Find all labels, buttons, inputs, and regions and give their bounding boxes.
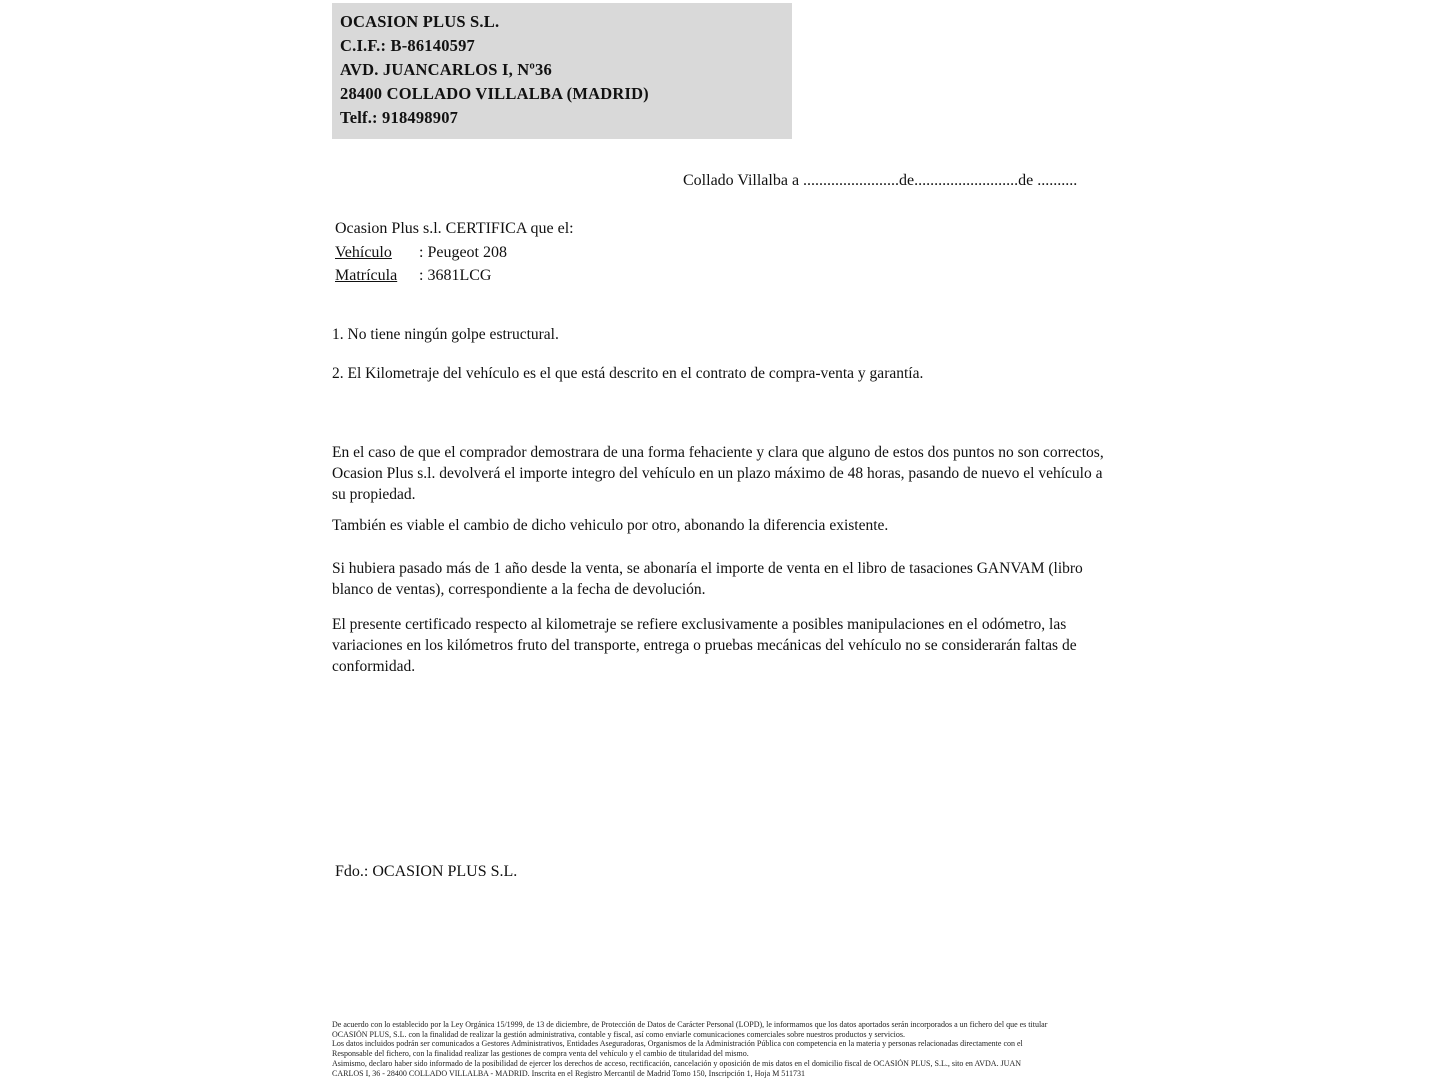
paragraph-odometer: El presente certificado respecto al kilometraje se refiere exclusivamente a posibles manipulaciones en el odómetro, las variaciones en los kilómetros fruto del transporte, entrega o pruebas mecánicas del vehículo no se considerarán faltas de conformidad. [332,616,1077,675]
company-address: AVD. JUANCARLOS I, Nº36 [340,60,552,79]
legal-footer-line: Los datos incluidos podrán ser comunicados a Gestores Administrativos, Entidades Aseguradoras, Organismos de la Administración Pública con competencia en la materia y personas relacionadas directamente con el [332,1039,1023,1049]
plate-row [335,264,574,288]
date-line: Collado Villalba a ........................de..........................de .......... [683,172,1078,189]
legal-footer-line: OCASIÓN PLUS, S.L. con la finalidad de realizar la gestión administrativa, contable y fiscal, así como enviarle comunicaciones comerciales sobre nuestros productos y servicios. [332,1029,905,1039]
paragraph-refund: En el caso de que el comprador demostrara de una forma fehaciente y clara que alguno de estos dos puntos no son correctos, Ocasion Plus s.l. devolverá el importe integro del vehículo en un plazo máximo de 48 horas, pasando de nuevo el vehículo a su propiedad. [332,444,1104,503]
company-phone: Telf.: 918498907 [340,108,459,127]
vehicle-label: Vehículo [335,243,392,261]
company-name: OCASION PLUS S.L. [340,12,500,31]
point-2: 2. El Kilometraje del vehículo es el que está descrito en el contrato de compra-venta y garantía. [332,365,924,382]
company-cif: C.I.F.: B-86140597 [340,36,475,55]
legal-footer-line: Responsable del fichero, con la finalidad realizar las gestiones de compra venta del vehículo y el cambio de titularidad del mismo. [332,1049,749,1059]
plate-value: : 3681LCG [419,267,492,284]
legal-footer [332,1020,1122,1078]
paragraph-exchange: También es viable el cambio de dicho vehiculo por otro, abonando la diferencia existente. [332,517,889,534]
legal-footer-line: CARLOS I, 36 - 28400 COLLADO VILLALBA - MADRID. Inscrita en el Registro Mercantil de Madrid Tomo 150, Inscripción 1, Hoja M 511731 [332,1068,806,1078]
legal-footer-line: Asimismo, declaro haber sido informado de la posibilidad de ejercer los derechos de acceso, rectificación, cancelación y oposición de mis datos en el domicilio fiscal de OCASIÓN PLUS, S.L., sito en AVDA. JUAN [332,1058,1022,1068]
company-city: 28400 COLLADO VILLALBA (MADRID) [340,84,649,103]
point-1: 1. No tiene ningún golpe estructural. [332,326,559,343]
company-header-block [332,3,792,139]
signature-line: Fdo.: OCASION PLUS S.L. [335,863,518,880]
legal-footer-line: De acuerdo con lo establecido por la Ley Orgánica 15/1999, de 13 de diciembre, de Protección de Datos de Carácter Personal (LOPD), le informamos que los datos aportados serán incorporados a un fichero del que es titular [332,1020,1048,1029]
vehicle-value: : Peugeot 208 [419,243,507,261]
plate-label: Matrícula [335,267,398,284]
certification-intro: Ocasion Plus s.l. CERTIFICA que el: [335,220,574,237]
certification-block [335,217,574,288]
paragraph-ganvam: Si hubiera pasado más de 1 año desde la venta, se abonaría el importe de venta en el libro de tasaciones GANVAM (libro blanco de ventas), correspondiente a la fecha de devolución. [332,560,1083,598]
vehicle-row [335,241,574,265]
